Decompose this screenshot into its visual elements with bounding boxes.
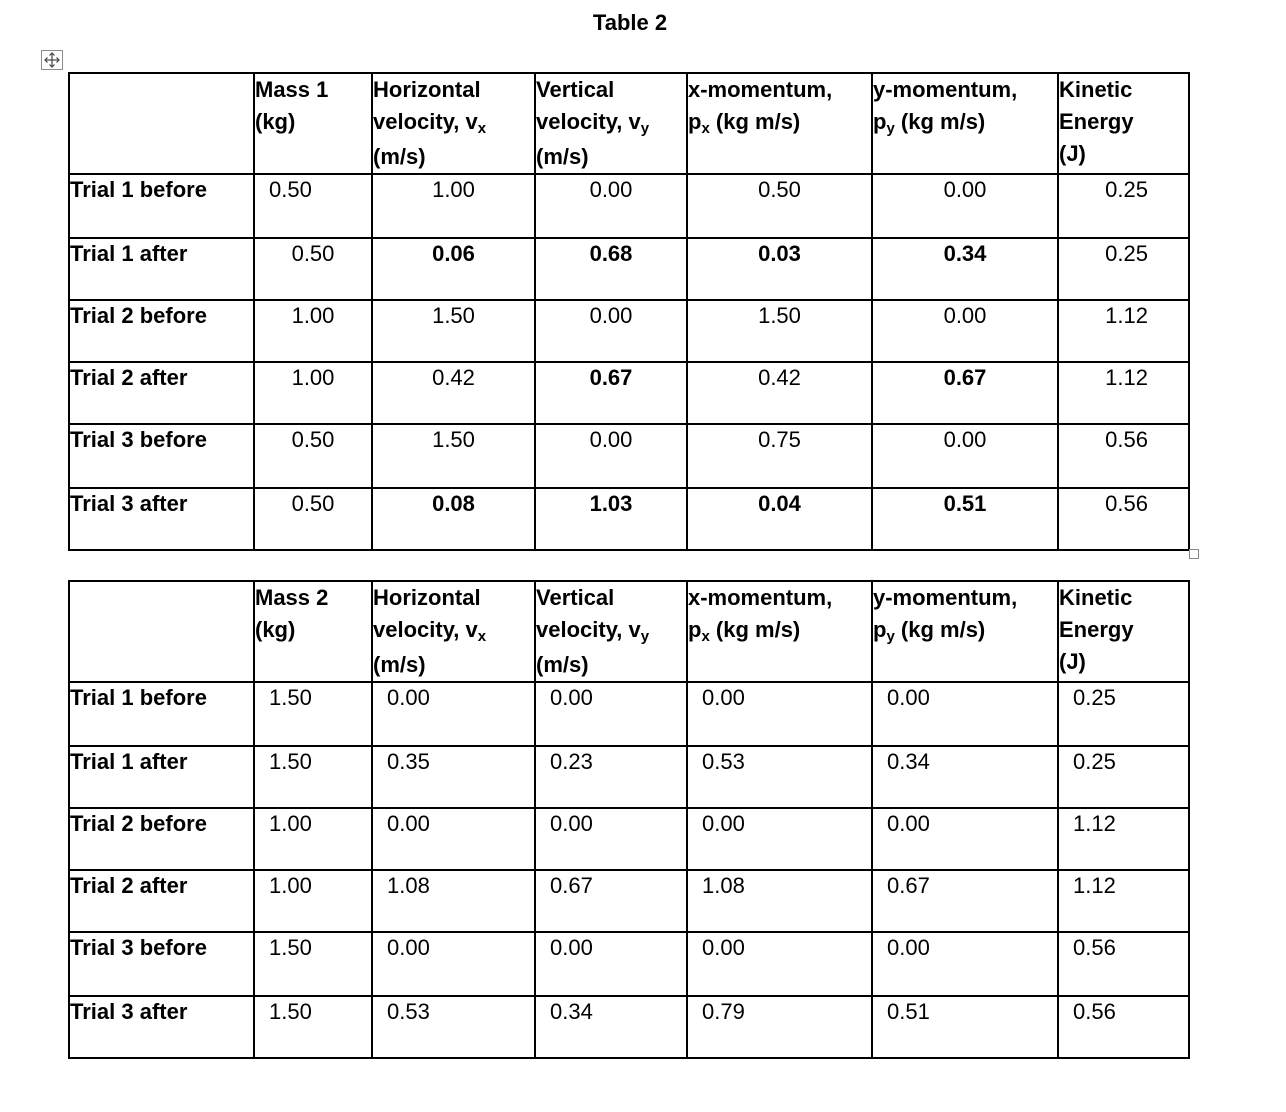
table-row bbox=[69, 996, 1189, 1058]
cell-py: 0.51 bbox=[872, 996, 1058, 1058]
cell-ke: 1.12 bbox=[1058, 362, 1189, 424]
cell-px: 0.53 bbox=[687, 746, 872, 808]
cell-ke: 0.25 bbox=[1058, 174, 1189, 238]
table-row bbox=[69, 424, 1189, 488]
cell-vy: 0.67 bbox=[535, 870, 687, 932]
cell-ke: 0.25 bbox=[1058, 746, 1189, 808]
table-row bbox=[69, 808, 1189, 870]
cell-px: 0.00 bbox=[687, 682, 872, 746]
cell-py: 0.00 bbox=[872, 808, 1058, 870]
table-row bbox=[69, 362, 1189, 424]
row-label: Trial 2 after bbox=[69, 362, 254, 424]
cell-mass: 1.50 bbox=[254, 996, 372, 1058]
row-label: Trial 2 before bbox=[69, 808, 254, 870]
cell-py: 0.00 bbox=[872, 932, 1058, 996]
cell-px: 1.50 bbox=[687, 300, 872, 362]
cell-mass: 1.50 bbox=[254, 746, 372, 808]
cell-vx: 1.00 bbox=[372, 174, 535, 238]
header-corner bbox=[69, 73, 254, 174]
table-row bbox=[69, 746, 1189, 808]
cell-vx: 0.00 bbox=[372, 932, 535, 996]
cell-mass: 0.50 bbox=[254, 488, 372, 550]
row-label: Trial 1 before bbox=[69, 174, 254, 238]
header-row bbox=[69, 73, 1189, 174]
cell-ke: 1.12 bbox=[1058, 808, 1189, 870]
header-y-momentum: y-momentum, py (kg m/s) bbox=[872, 581, 1058, 682]
cell-py: 0.34 bbox=[872, 746, 1058, 808]
header-vertical-velocity: Vertical velocity, vy (m/s) bbox=[535, 73, 687, 174]
cell-px: 0.79 bbox=[687, 996, 872, 1058]
header-horizontal-velocity: Horizontal velocity, vx (m/s) bbox=[372, 73, 535, 174]
cell-py: 0.00 bbox=[872, 174, 1058, 238]
cell-vy: 0.00 bbox=[535, 808, 687, 870]
cell-vx: 1.50 bbox=[372, 424, 535, 488]
cell-px: 0.03 bbox=[687, 238, 872, 300]
table-row bbox=[69, 682, 1189, 746]
header-mass: Mass 2 (kg) bbox=[254, 581, 372, 682]
cell-ke: 0.56 bbox=[1058, 424, 1189, 488]
cell-mass: 1.00 bbox=[254, 808, 372, 870]
header-x-momentum: x-momentum, px (kg m/s) bbox=[687, 581, 872, 682]
row-label: Trial 1 after bbox=[69, 238, 254, 300]
cell-px: 0.00 bbox=[687, 932, 872, 996]
cell-px: 0.04 bbox=[687, 488, 872, 550]
header-kinetic-energy: Kinetic Energy (J) bbox=[1058, 73, 1189, 174]
header-corner bbox=[69, 581, 254, 682]
cell-mass: 1.00 bbox=[254, 362, 372, 424]
cell-px: 0.42 bbox=[687, 362, 872, 424]
table-resize-handle[interactable] bbox=[1189, 549, 1199, 559]
cell-vy: 0.00 bbox=[535, 932, 687, 996]
cell-vy: 0.23 bbox=[535, 746, 687, 808]
table-row bbox=[69, 300, 1189, 362]
cell-vx: 0.35 bbox=[372, 746, 535, 808]
cell-ke: 0.56 bbox=[1058, 932, 1189, 996]
row-label: Trial 1 before bbox=[69, 682, 254, 746]
cell-py: 0.00 bbox=[872, 682, 1058, 746]
row-label: Trial 3 after bbox=[69, 996, 254, 1058]
row-label: Trial 3 before bbox=[69, 932, 254, 996]
cell-vx: 0.53 bbox=[372, 996, 535, 1058]
cell-py: 0.67 bbox=[872, 870, 1058, 932]
header-row bbox=[69, 581, 1189, 682]
table-row bbox=[69, 932, 1189, 996]
row-label: Trial 3 before bbox=[69, 424, 254, 488]
cell-px: 1.08 bbox=[687, 870, 872, 932]
table-title: Table 2 bbox=[592, 10, 668, 35]
cell-px: 0.00 bbox=[687, 808, 872, 870]
cell-ke: 1.12 bbox=[1058, 300, 1189, 362]
table-row bbox=[69, 174, 1189, 238]
cell-ke: 0.56 bbox=[1058, 488, 1189, 550]
cell-vy: 0.00 bbox=[535, 682, 687, 746]
header-x-momentum: x-momentum, px (kg m/s) bbox=[687, 73, 872, 174]
header-mass: Mass 1 (kg) bbox=[254, 73, 372, 174]
cell-mass: 1.00 bbox=[254, 300, 372, 362]
cell-ke: 1.12 bbox=[1058, 870, 1189, 932]
row-label: Trial 2 after bbox=[69, 870, 254, 932]
mass1-table bbox=[68, 72, 1190, 551]
cell-vy: 0.00 bbox=[535, 174, 687, 238]
mass2-table bbox=[68, 580, 1190, 1059]
table-row bbox=[69, 238, 1189, 300]
header-vertical-velocity: Vertical velocity, vy (m/s) bbox=[535, 581, 687, 682]
cell-mass: 0.50 bbox=[254, 174, 372, 238]
cell-vx: 1.50 bbox=[372, 300, 535, 362]
cell-py: 0.00 bbox=[872, 300, 1058, 362]
cell-vy: 0.67 bbox=[535, 362, 687, 424]
header-kinetic-energy: Kinetic Energy (J) bbox=[1058, 581, 1189, 682]
cell-vx: 0.00 bbox=[372, 682, 535, 746]
table-row bbox=[69, 488, 1189, 550]
cell-vy: 0.68 bbox=[535, 238, 687, 300]
cell-vx: 0.06 bbox=[372, 238, 535, 300]
cell-mass: 0.50 bbox=[254, 424, 372, 488]
row-label: Trial 1 after bbox=[69, 746, 254, 808]
cell-px: 0.50 bbox=[687, 174, 872, 238]
row-label: Trial 3 after bbox=[69, 488, 254, 550]
cell-vy: 0.34 bbox=[535, 996, 687, 1058]
header-horizontal-velocity: Horizontal velocity, vx (m/s) bbox=[372, 581, 535, 682]
cell-py: 0.00 bbox=[872, 424, 1058, 488]
cell-py: 0.51 bbox=[872, 488, 1058, 550]
cell-vx: 0.00 bbox=[372, 808, 535, 870]
cell-px: 0.75 bbox=[687, 424, 872, 488]
table-row bbox=[69, 870, 1189, 932]
header-y-momentum: y-momentum, py (kg m/s) bbox=[872, 73, 1058, 174]
cell-py: 0.67 bbox=[872, 362, 1058, 424]
move-arrows-icon bbox=[44, 52, 60, 68]
cell-py: 0.34 bbox=[872, 238, 1058, 300]
cell-vy: 1.03 bbox=[535, 488, 687, 550]
cell-ke: 0.25 bbox=[1058, 682, 1189, 746]
cell-ke: 0.25 bbox=[1058, 238, 1189, 300]
cell-mass: 0.50 bbox=[254, 238, 372, 300]
cell-vx: 1.08 bbox=[372, 870, 535, 932]
cell-mass: 1.50 bbox=[254, 932, 372, 996]
row-label: Trial 2 before bbox=[69, 300, 254, 362]
cell-mass: 1.50 bbox=[254, 682, 372, 746]
cell-vy: 0.00 bbox=[535, 300, 687, 362]
cell-vx: 0.42 bbox=[372, 362, 535, 424]
cell-ke: 0.56 bbox=[1058, 996, 1189, 1058]
cell-vx: 0.08 bbox=[372, 488, 535, 550]
cell-vy: 0.00 bbox=[535, 424, 687, 488]
table-move-handle-icon[interactable] bbox=[41, 50, 63, 70]
cell-mass: 1.00 bbox=[254, 870, 372, 932]
